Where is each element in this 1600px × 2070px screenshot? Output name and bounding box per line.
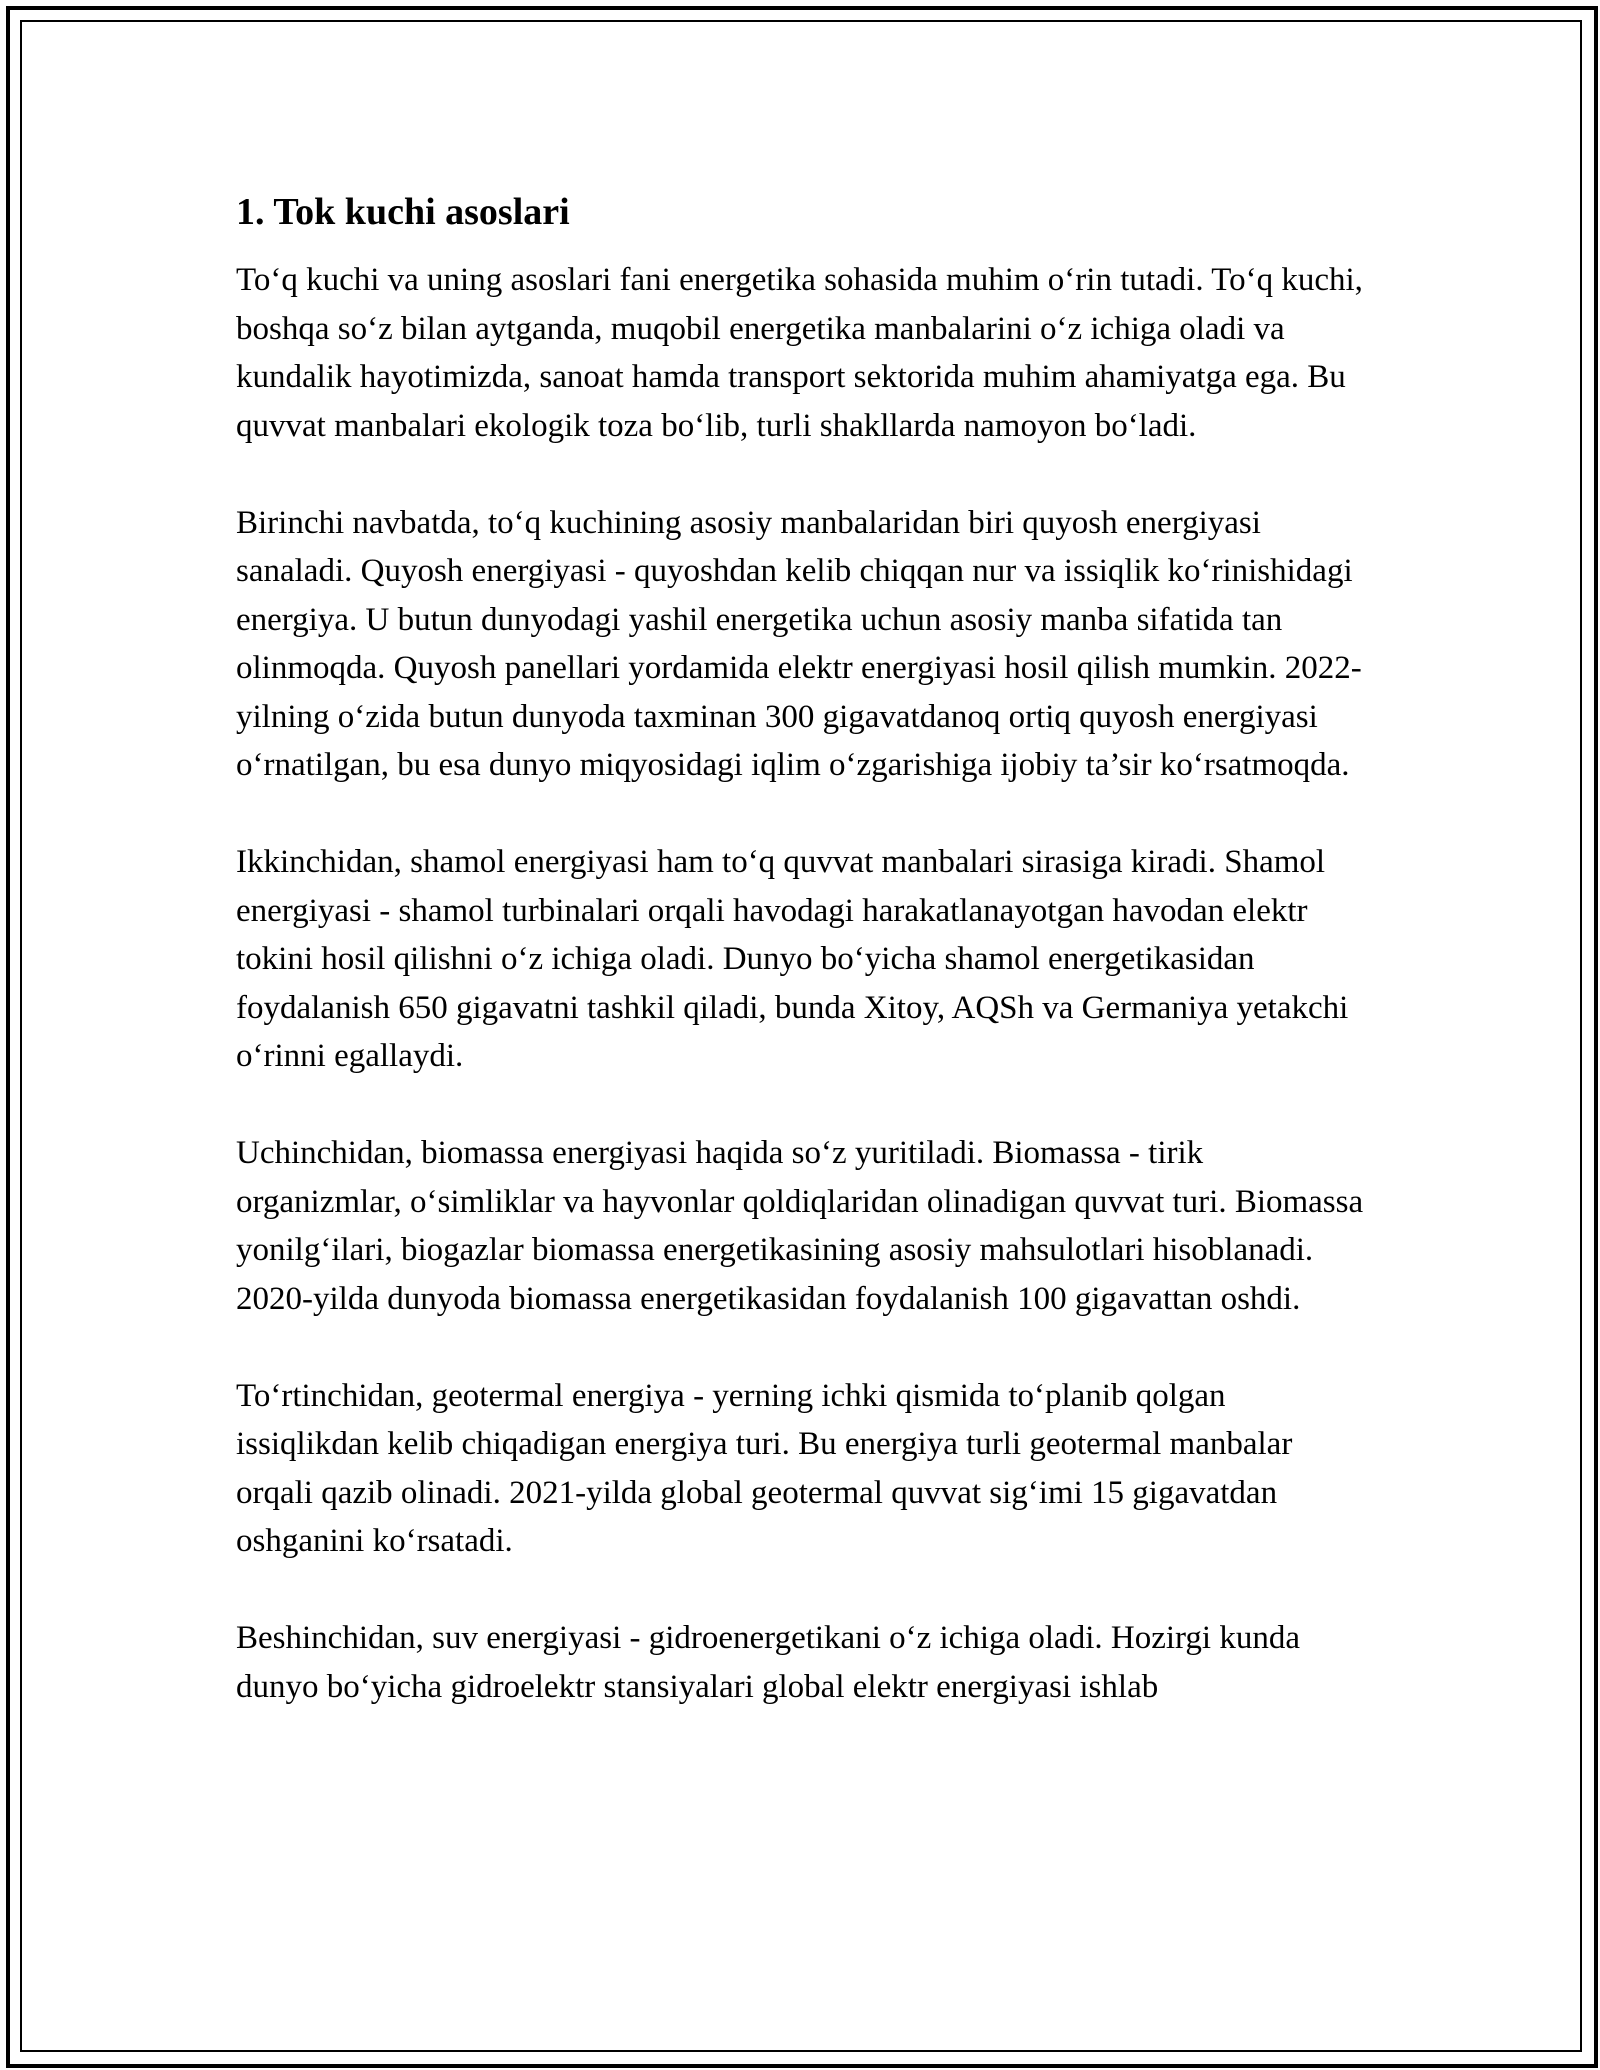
paragraph-hydro: Beshinchidan, suv energiyasi - gidroenergetikani o‘z ichiga oladi. Hozirgi kunda dunyo bo‘yicha gidroelektr stansiyalari global elektr energiyasi ishlab xyxy=(236,1620,1300,1705)
paragraph-geothermal: To‘rtinchidan, geotermal energiya - yerning ichki qismida to‘planib qolgan issiqlikdan kelib chiqadigan energiya turi. Bu energiya turli geotermal manbalar orqali qazib olinadi. 2021-yilda global geotermal quvvat sig‘imi 15 gigavatdan oshganini ko‘rsatadi. xyxy=(236,1377,1293,1559)
paragraph-biomass: Uchinchidan, biomassa energiyasi haqida so‘z yuritiladi. Biomassa - tirik organizmlar, o‘simliklar va hayvonlar qoldiqlaridan olinadigan quvvat turi. Biomassa yonilg‘ilari, biogazlar biomassa energetikasining asosiy mahsulotlari hisoblanadi. 2020-yilda dunyoda biomassa energetikasidan foydalanish 100 gigavattan oshdi. xyxy=(236,1135,1364,1317)
section-heading: 1. Tok kuchi asoslari xyxy=(236,191,570,233)
paragraph-wind: Ikkinchidan, shamol energiyasi ham to‘q quvvat manbalari sirasiga kiradi. Shamol energiyasi - shamol turbinalari orqali havodagi harakatlanayotgan havodan elektr tokini hosil qilishni o‘z ichiga oladi. Dunyo bo‘yicha shamol energetikasidan foydalanish 650 gigavatni tashkil qiladi, bunda Xitoy, AQSh va Germaniya yetakchi o‘rinni egallaydi. xyxy=(236,844,1349,1074)
document-body xyxy=(236,188,1376,1711)
paragraph-solar: Birinchi navbatda, to‘q kuchining asosiy manbalaridan biri quyosh energiyasi sanaladi. Quyosh energiyasi - quyoshdan kelib chiqqan nur va issiqlik ko‘rinishidagi energiya. U butun dunyodagi yashil energetika uchun asosiy manba sifatida tan olinmoqda. Quyosh panellari yordamida elektr energiyasi hosil qilish mumkin. 2022-yilning o‘zida butun dunyoda taxminan 300 gigavatdanoq ortiq quyosh energiyasi o‘rnatilgan, bu esa dunyo miqyosidagi iqlim o‘zgarishiga ijobiy ta’sir ko‘rsatmoqda. xyxy=(236,504,1362,783)
paragraph-intro: To‘q kuchi va uning asoslari fani energetika sohasida muhim o‘rin tutadi. To‘q kuchi, boshqa so‘z bilan aytganda, muqobil energetika manbalarini o‘z ichiga oladi va kundalik hayotimizda, sanoat hamda transport sektorida muhim ahamiyatga ega. Bu quvvat manbalari ekologik toza bo‘lib, turli shakllarda namoyon bo‘ladi. xyxy=(236,262,1363,444)
